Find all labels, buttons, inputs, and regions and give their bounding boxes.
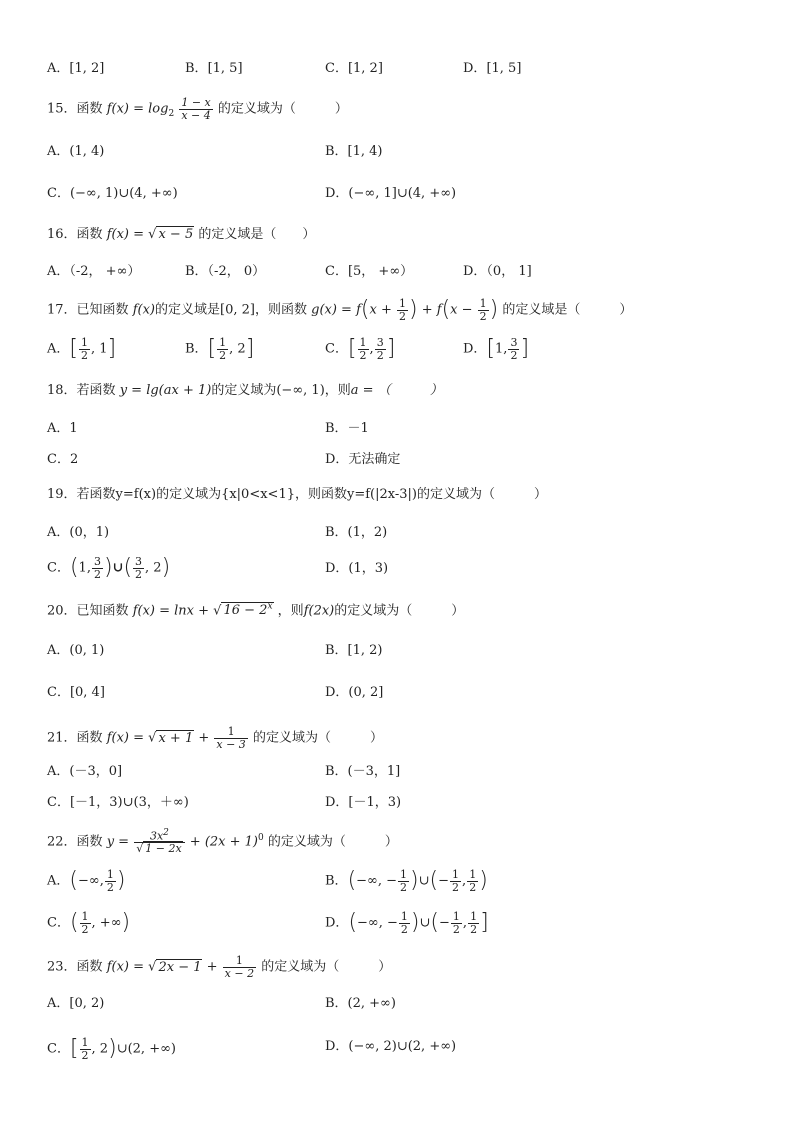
q23-option-a: A．[0, 2) (47, 996, 105, 1011)
q15-option-a: A．(1, 4) (47, 144, 105, 159)
q15-option-d: D．(−∞, 1]∪(4, +∞) (325, 186, 457, 201)
q15-fraction: $\frac{1 - x}{x - 4}$ (181, 96, 211, 122)
q14-option-a: A．[1, 2] (47, 61, 105, 76)
q18-option-c: C．2 (47, 452, 79, 467)
q22-option-d: D．(−∞, − $\frac{1}{2}$ )∪(− $\frac{1}{2}$ , $\frac{1}{2}$ ] (325, 910, 489, 936)
q21-option-c: C．[－1，3)∪(3，＋∞) (47, 795, 189, 810)
q20-stem: 20．已知函数 f(x) = lnx + √ $16 - 2^x$ ，则f(2x)的定义域为（ ） (47, 602, 465, 619)
q15-stem: 15．函数 $f(x) = \log_2$ $\frac{1 - x}{x - 4}$ 的定义域为（ ） (47, 96, 348, 122)
q22-stem: 22．函数 y = $\frac{3x^2}{√ 1 - 2x}$ + $(2x + 1)^0$ 的定义域为（ ） (47, 828, 398, 856)
q19-option-a: A．(0，1) (47, 525, 110, 540)
q17-stem: 17．已知函数 f(x)的定义域是[0, 2]，则函数 g(x) = f(x + $\frac{1}{2}$ ) + f(x − $\frac{1}{2}$ ) 的定义域是（ ） (47, 297, 633, 323)
q20-option-c: C．[0, 4] (47, 685, 105, 700)
q19-option-b: B．(1，2) (325, 525, 388, 540)
q18-option-b: B．－1 (325, 421, 369, 436)
q21-option-a: A．(－3，0] (47, 764, 123, 779)
q20-option-b: B．[1, 2) (325, 643, 383, 658)
q14-option-d: D．[1, 5] (463, 61, 522, 76)
q15-option-c: C．(−∞, 1)∪(4, +∞) (47, 186, 178, 201)
q23-stem: 23．函数 f(x) = √ 2x − 1 + $\frac{1}{x - 2}$ 的定义域为（ ） (47, 954, 392, 980)
q17-option-c: C．[ $\frac{1}{2}$ , $\frac{3}{2}$ ] (325, 336, 396, 362)
q20-option-d: D．(0, 2] (325, 685, 384, 700)
q16-option-a: A．（-2， +∞） (47, 264, 141, 279)
q16-stem: 16．函数 f(x) = √ x − 5 的定义域是（ ） (47, 227, 316, 242)
q16-option-b: B．（-2， 0） (185, 264, 266, 279)
q16-option-d: D．（0， 1] (463, 264, 532, 279)
q17-option-d: D．[1, $\frac{3}{2}$ ] (463, 336, 530, 362)
q16-option-c: C．[5， +∞） (325, 264, 414, 279)
q18-stem: 18．若函数 y = lg(ax + 1)的定义域为(−∞, 1)，则a = （ ） (47, 383, 443, 398)
q15-option-b: B．[1, 4) (325, 144, 383, 159)
q21-option-d: D．[－1，3) (325, 795, 402, 810)
q18-option-d: D．无法确定 (325, 452, 401, 467)
q17-option-b: B．[ $\frac{1}{2}$ , 2] (185, 336, 255, 362)
q14-option-b: B．[1, 5] (185, 61, 243, 76)
q22-option-b: B．(−∞, − $\frac{1}{2}$ )∪(− $\frac{1}{2}$ , $\frac{1}{2}$ ) (325, 868, 488, 894)
q23-option-b: B．(2, +∞) (325, 996, 396, 1011)
q18-option-a: A．1 (47, 421, 78, 436)
q20-option-a: A．(0, 1) (47, 643, 105, 658)
q22-option-c: C．( $\frac{1}{2}$ , +∞) (47, 910, 131, 936)
q19-option-d: D．(1，3) (325, 561, 389, 576)
q21-option-b: B．(－3，1] (325, 764, 401, 779)
q14-option-c: C．[1, 2] (325, 61, 383, 76)
q19-option-c: C．(1, $\frac{3}{2}$ )∪( $\frac{3}{2}$ , 2) (47, 555, 171, 581)
q21-stem: 21．函数 f(x) = √ x + 1 + $\frac{1}{x - 3}$ 的定义域为（ ） (47, 725, 383, 751)
q23-option-d: D．(−∞, 2)∪(2, +∞) (325, 1039, 457, 1054)
q19-stem: 19．若函数y=f(x)的定义域为{x|0<x<1}，则函数y=f(|2x-3|)的定义域为（ ） (47, 487, 547, 502)
q23-option-c: C．[ $\frac{1}{2}$ , 2)∪(2, +∞) (47, 1036, 176, 1062)
q17-option-a: A．[ $\frac{1}{2}$ , 1] (47, 336, 117, 362)
q22-option-a: A．(−∞, $\frac{1}{2}$ ) (47, 868, 126, 894)
